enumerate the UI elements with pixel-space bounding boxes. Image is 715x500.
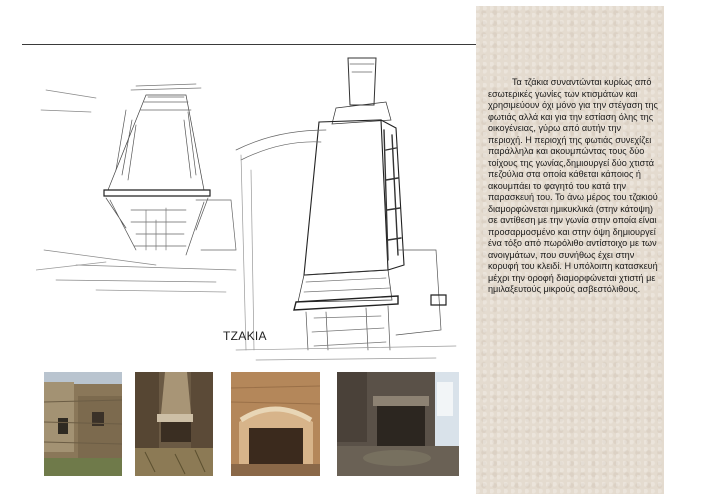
description-text: Τα τζάκια συναντώνται κυρίως από εσωτερικές γωνίες των κτισμάτων και χρησιμεύουν όχι μόνο για την στέγαση της φωτιάς αλλά και για την εστίαση όλης της οικογένειας, γύρω από αυτήν την περιοχή. Η περιοχή της φωτιάς συνεχίζει παράλληλα και ακουμπώντας τους δύο τοίχους της γωνίας,δημιουργεί δύο χτιστά πεζούλια στα οποία κάθεται κάποιος ή ακουμπάει το φαγητό του κατά την παρασκευή του. Το άνω μέρος του τζακιού διαμορφώνεται ημικυκλικά (στην κάτοψη) σε αντίθεση με την γωνία στην οποία είναι προσαρμοσμένο και στην όψη δημιουργεί ένα τόξο από πωρόλιθο αντίστοιχο με των ανοιγμάτων, που συνήθως έχει στην κορυφή του κλειδί. Η υπόλοιπη κατασκευή μέχρι την οροφή διαμορφώνεται χτιστή με ημιλαξευτούς μικρούς ασβεστόλιθους. xyxy=(488,77,658,294)
caption-title: ΤΖΑΚΙΑ xyxy=(223,329,267,343)
top-rule xyxy=(22,44,494,45)
corner-chimney-photo xyxy=(135,372,213,476)
arched-fireplace-photo xyxy=(231,372,320,476)
ruined-stone-house-photo xyxy=(44,372,122,476)
fireplace-sketch-drawing xyxy=(36,50,468,368)
description-panel xyxy=(476,6,664,494)
interior-fireplace-photo xyxy=(337,372,459,476)
fireplace-sketch xyxy=(36,50,468,368)
